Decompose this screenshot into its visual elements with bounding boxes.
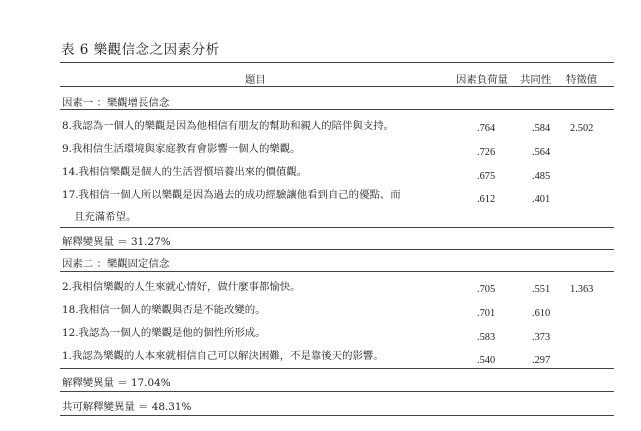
factor2-item-text: 18.我相信一個人的樂觀與否是不能改變的。 xyxy=(62,304,266,316)
factor2-item-loading: .701 xyxy=(477,308,496,319)
factor2-title: 因素二 ：樂觀固定信念 xyxy=(62,258,170,270)
factor1-item-loading: .675 xyxy=(477,171,496,182)
header-communality: 共同性 xyxy=(520,74,552,86)
factor1-item-text-continued: 且充滿希望。 xyxy=(74,211,137,223)
factor1-item-text: 14.我相信樂觀是個人的生活習慣培養出來的價值觀。 xyxy=(62,166,308,178)
rule-factor2-items xyxy=(60,368,614,369)
rule-factor2-variance xyxy=(60,391,614,392)
rule-factor2-title xyxy=(60,271,614,272)
rule-factor1-title xyxy=(60,109,614,110)
factor2-item-text: 12.我認為一個人的樂觀是他的個性所形成。 xyxy=(62,327,266,339)
factor1-item-text: 8.我認為一個人的樂觀是因為他相信有朋友的幫助和親人的陪伴與支持。 xyxy=(62,120,395,132)
factor1-item-loading: .726 xyxy=(477,147,496,158)
factor1-item-loading: .612 xyxy=(477,194,496,205)
factor1-item-eigenvalue: 2.502 xyxy=(570,123,594,134)
factor1-item-text: 17.我相信一個人所以樂觀是因為過去的成功經驗讓他看到自己的優點、而 xyxy=(62,189,401,201)
factor1-title: 因素一 ：樂觀增長信念 xyxy=(62,97,170,109)
table-caption: 表 6 樂觀信念之因素分析 xyxy=(61,42,220,58)
factor1-item-loading: .764 xyxy=(477,123,496,134)
rule-factor1-items xyxy=(60,227,614,228)
factor1-variance: 解釋變異量 ＝ 31.27% xyxy=(62,236,171,248)
factor2-item-text: 2.我相信樂觀的人生來就心情好，做什麼事都愉快。 xyxy=(62,281,301,293)
factor2-item-communality: .373 xyxy=(532,332,551,343)
header-item: 題目 xyxy=(245,74,266,86)
factor1-item-communality: .584 xyxy=(532,123,551,134)
factor2-item-text: 1.我認為樂觀的人本來就相信自己可以解決困難，不是靠後天的影響。 xyxy=(62,350,384,362)
factor2-item-communality: .297 xyxy=(532,355,551,366)
factor1-item-communality: .401 xyxy=(532,194,551,205)
header-eigenvalue: 特徵值 xyxy=(566,74,598,86)
factor2-item-loading: .540 xyxy=(477,355,496,366)
factor1-item-text: 9.我相信生活環境與家庭教育會影響一個人的樂觀。 xyxy=(62,143,301,155)
rule-top xyxy=(60,62,614,63)
factor2-variance: 解釋變異量 ＝ 17.04% xyxy=(62,377,171,389)
factor1-item-communality: .564 xyxy=(532,147,551,158)
factor2-item-communality: .551 xyxy=(532,284,551,295)
total-variance: 共可解釋變異量 ＝ 48.31% xyxy=(62,401,192,413)
rule-header xyxy=(60,86,614,87)
factor2-item-communality: .610 xyxy=(532,308,551,319)
rule-factor1-variance xyxy=(60,249,614,250)
factor2-item-loading: .705 xyxy=(477,284,496,295)
rule-bottom xyxy=(60,415,614,416)
factor2-item-eigenvalue: 1.363 xyxy=(570,284,594,295)
factor2-item-loading: .583 xyxy=(477,332,496,343)
header-loading: 因素負荷量 xyxy=(456,74,508,86)
factor1-item-communality: .485 xyxy=(532,171,551,182)
